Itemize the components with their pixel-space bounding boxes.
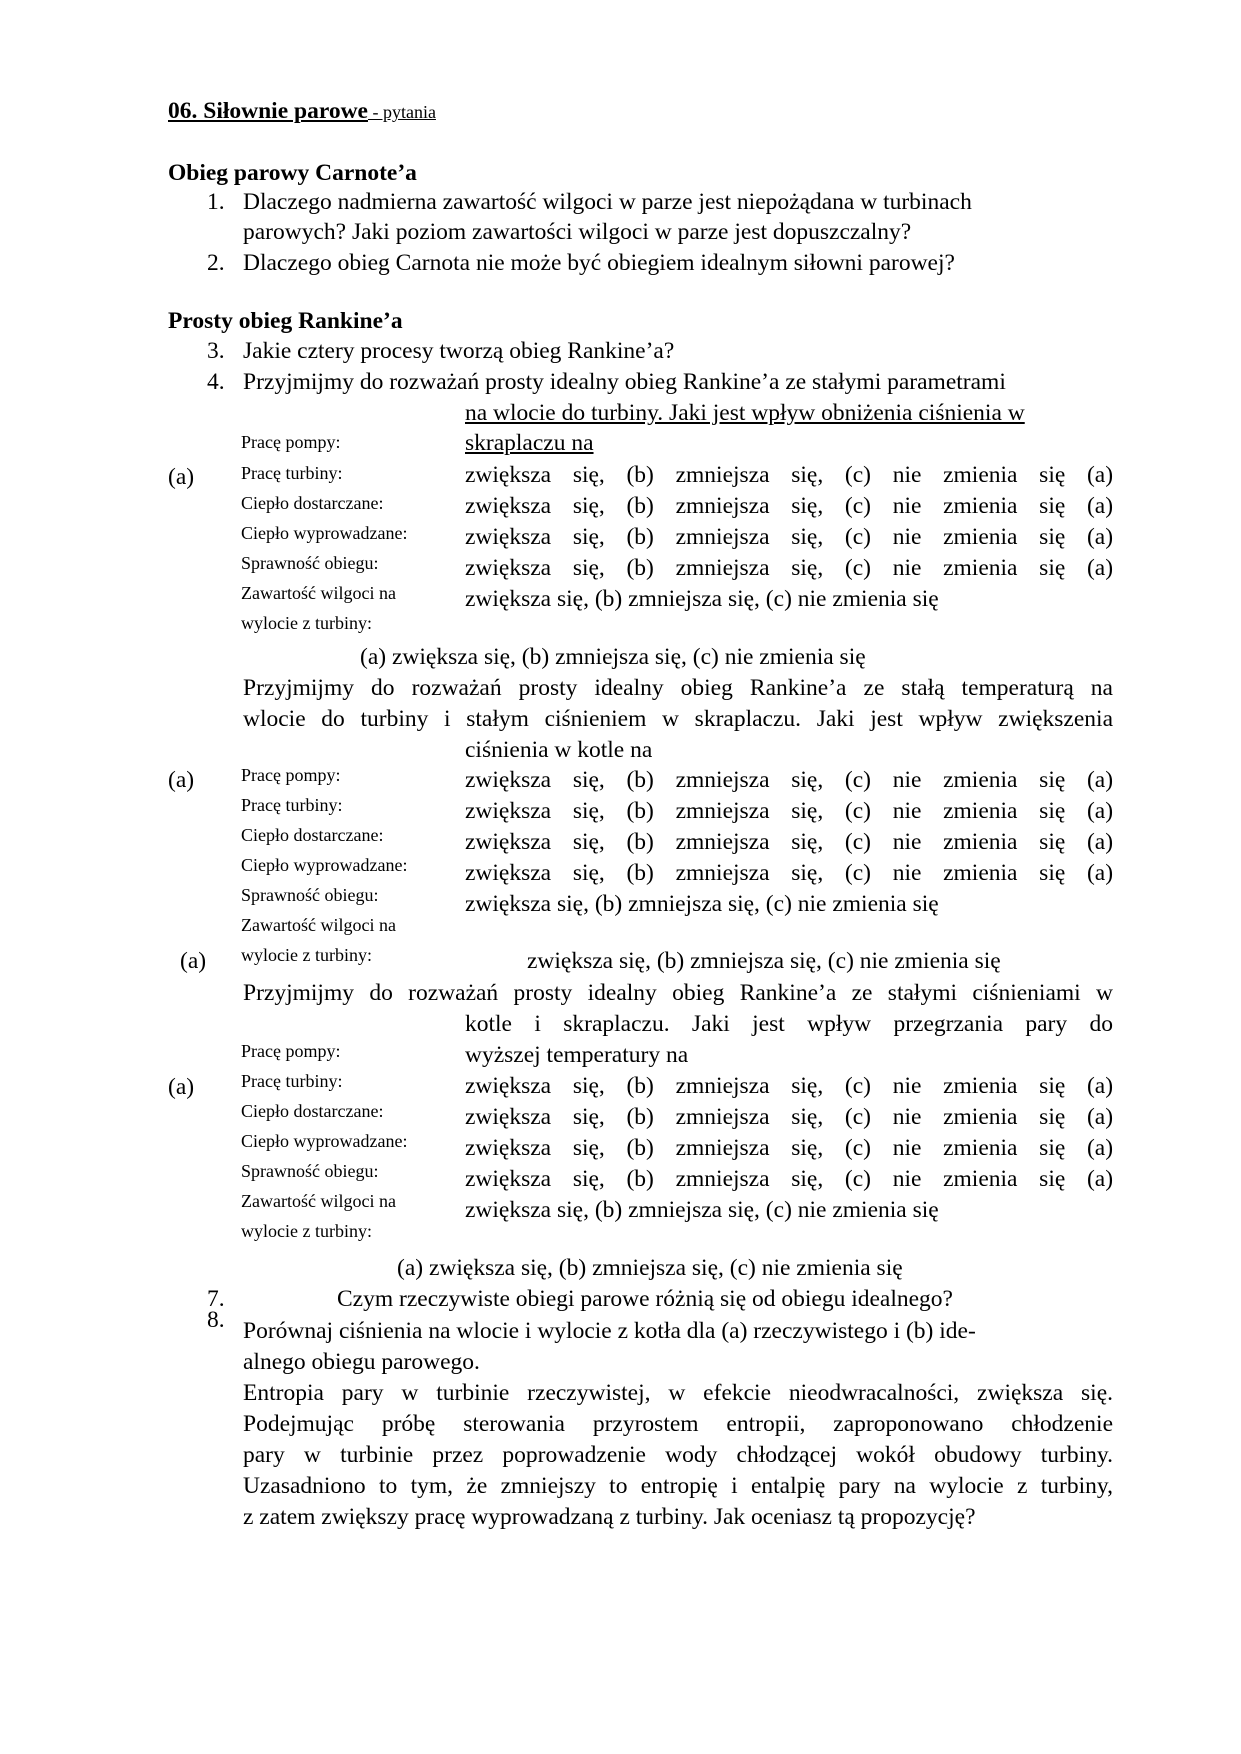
q5-line1: Przyjmijmy do rozważań prosty idealny obieg Rankine’a ze stałą temperaturą na xyxy=(243,675,1113,701)
q9-line2: Podejmując próbę sterowania przyrostem entropii, zaproponowano chłodzenie xyxy=(243,1411,1113,1437)
b3-label-turbine: Pracę turbiny: xyxy=(241,1071,343,1091)
b2-option-a-second: (a) xyxy=(180,948,207,974)
q1-line2: parowych? Jaki poziom zawartości wilgoci w parze jest dopuszczalny? xyxy=(243,219,912,245)
b1-label-heat-in: Ciepło dostarczane: xyxy=(241,493,384,513)
b1-answer-row: zwiększa się, (b) zmniejsza się, (c) nie zmienia się (a) xyxy=(465,462,1114,488)
b1-answer-row: zwiększa się, (b) zmniejsza się, (c) nie zmienia się (a) xyxy=(465,493,1114,519)
q7-text: Czym rzeczywiste obiegi parowe różnią się od obiegu idealnego? xyxy=(337,1286,953,1312)
b2-label-turbine: Pracę turbiny: xyxy=(241,795,343,815)
q1-line1: Dlaczego nadmierna zawartość wilgoci w parze jest niepożądana w turbinach xyxy=(243,189,972,215)
q9-line4: Uzasadniono to tym, że zmniejszy to entropię i entalpię pary na wylocie z turbiny, xyxy=(243,1473,1113,1499)
q9-line1: Entropia pary w turbinie rzeczywistej, w efekcie nieodwracalności, zwiększa się. xyxy=(243,1380,1113,1406)
q2-number: 2. xyxy=(207,250,225,276)
b3-label-heat-in: Ciepło dostarczane: xyxy=(241,1101,384,1121)
b3-answer-row: zwiększa się, (b) zmniejsza się, (c) nie zmienia się (a) xyxy=(465,1073,1114,1099)
b3-label-efficiency: Sprawność obiegu: xyxy=(241,1161,379,1181)
q3-text: Jakie cztery procesy tworzą obieg Rankine’a? xyxy=(243,338,675,364)
b2-label-efficiency: Sprawność obiegu: xyxy=(241,885,379,905)
b3-label-heat-out: Ciepło wyprowadzane: xyxy=(241,1131,408,1151)
q6-line2: kotle i skraplaczu. Jaki jest wpływ przegrzania pary do xyxy=(465,1011,1113,1037)
q4-line2: na wlocie do turbiny. Jaki jest wpływ obniżenia ciśnienia w xyxy=(465,400,1025,426)
title-main: 06. Siłownie parowe xyxy=(168,98,368,124)
b1-answer-last: zwiększa się, (b) zmniejsza się, (c) nie zmienia się xyxy=(465,586,939,612)
b3-answer-row: zwiększa się, (b) zmniejsza się, (c) nie zmienia się (a) xyxy=(465,1104,1114,1130)
b2-label-moisture2: wylocie z turbiny: xyxy=(241,945,372,965)
b2-label-moisture1: Zawartość wilgoci na xyxy=(241,915,396,935)
b2-label-heat-out: Ciepło wyprowadzane: xyxy=(241,855,408,875)
q7-number: 7. xyxy=(207,1286,225,1312)
document-title xyxy=(168,96,436,127)
b1-label-efficiency: Sprawność obiegu: xyxy=(241,553,379,573)
q1-number: 1. xyxy=(207,189,225,215)
b2-label-pump: Pracę pompy: xyxy=(241,765,341,785)
b2-answer-row: zwiększa się, (b) zmniejsza się, (c) nie zmienia się (a) xyxy=(465,798,1114,824)
b1-label-moisture2: wylocie z turbiny: xyxy=(241,613,372,633)
section-heading-carnot: Obieg parowy Carnote’a xyxy=(168,160,417,186)
b1-option-a: (a) xyxy=(168,464,195,490)
b2-label-heat-in: Ciepło dostarczane: xyxy=(241,825,384,845)
b1-answer-row: zwiększa się, (b) zmniejsza się, (c) nie zmienia się (a) xyxy=(465,524,1114,550)
q6-line1: Przyjmijmy do rozważań prosty idealny obieg Rankine’a ze stałymi ciśnieniami w xyxy=(243,980,1113,1006)
q6-line3: wyższej temperatury na xyxy=(465,1042,689,1068)
b2-option-a: (a) xyxy=(168,767,195,793)
q4-line3: skraplaczu na xyxy=(465,430,594,456)
q5-line2: wlocie do turbiny i stałym ciśnieniem w skraplaczu. Jaki jest wpływ zwiększenia xyxy=(243,706,1113,732)
b3-answer-full: (a) zwiększa się, (b) zmniejsza się, (c) nie zmienia się xyxy=(397,1255,903,1281)
q8-line2: alnego obiegu parowego. xyxy=(243,1349,480,1375)
b3-answer-last: zwiększa się, (b) zmniejsza się, (c) nie zmienia się xyxy=(465,1197,939,1223)
q4-number: 4. xyxy=(207,369,225,395)
b2-answer-row: zwiększa się, (b) zmniejsza się, (c) nie zmienia się (a) xyxy=(465,860,1114,886)
b1-answer-full: (a) zwiększa się, (b) zmniejsza się, (c) nie zmienia się xyxy=(360,644,866,670)
title-suffix: - pytania xyxy=(367,102,436,122)
b2-answer-last: zwiększa się, (b) zmniejsza się, (c) nie zmienia się xyxy=(465,891,939,917)
q5-line3: ciśnienia w kotle na xyxy=(465,737,653,763)
b3-label-pump: Pracę pompy: xyxy=(241,1041,341,1061)
q8-number: 8. xyxy=(207,1307,225,1333)
q2-text: Dlaczego obieg Carnota nie może być obiegiem idealnym siłowni parowej? xyxy=(243,250,955,276)
b1-label-turbine: Pracę turbiny: xyxy=(241,463,343,483)
b3-answer-row: zwiększa się, (b) zmniejsza się, (c) nie zmienia się (a) xyxy=(465,1166,1114,1192)
b1-label-moisture1: Zawartość wilgoci na xyxy=(241,583,396,603)
b3-answer-row: zwiększa się, (b) zmniejsza się, (c) nie zmienia się (a) xyxy=(465,1135,1114,1161)
b1-label-heat-out: Ciepło wyprowadzane: xyxy=(241,523,408,543)
b3-label-moisture2: wylocie z turbiny: xyxy=(241,1221,372,1241)
b2-answer-last-second: zwiększa się, (b) zmniejsza się, (c) nie zmienia się xyxy=(527,948,1001,974)
section-heading-rankine: Prosty obieg Rankine’a xyxy=(168,308,403,334)
q9-line5: z zatem zwiększy pracę wyprowadzaną z turbiny. Jak oceniasz tą propozycję? xyxy=(243,1504,976,1530)
b2-answer-row: zwiększa się, (b) zmniejsza się, (c) nie zmienia się (a) xyxy=(465,829,1114,855)
b3-option-a: (a) xyxy=(168,1074,195,1100)
q3-number: 3. xyxy=(207,338,225,364)
b1-answer-row: zwiększa się, (b) zmniejsza się, (c) nie zmienia się (a) xyxy=(465,555,1114,581)
b3-label-moisture1: Zawartość wilgoci na xyxy=(241,1191,396,1211)
q8-line1: Porównaj ciśnienia na wlocie i wylocie z kotła dla (a) rzeczywistego i (b) ide- xyxy=(243,1318,976,1344)
b2-answer-row: zwiększa się, (b) zmniejsza się, (c) nie zmienia się (a) xyxy=(465,767,1114,793)
q4-line1: Przyjmijmy do rozważań prosty idealny obieg Rankine’a ze stałymi parametrami xyxy=(243,369,1006,395)
q9-line3: pary w turbinie przez poprowadzenie wody chłodzącej wokół obudowy turbiny. xyxy=(243,1442,1113,1468)
b1-label-pump: Pracę pompy: xyxy=(241,432,341,452)
